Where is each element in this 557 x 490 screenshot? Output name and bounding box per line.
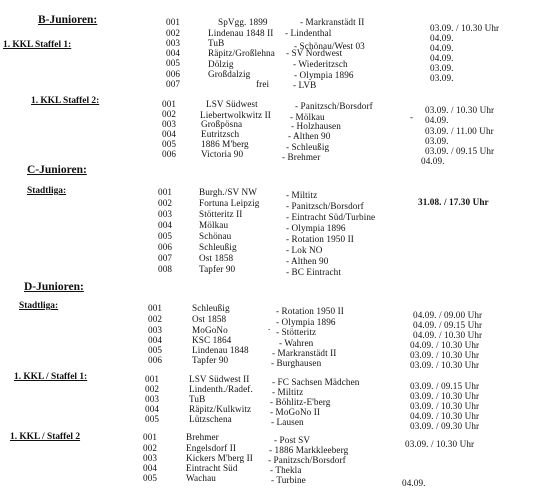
match-number: 003	[143, 453, 158, 463]
home-team: Großpösna	[201, 119, 243, 129]
home-team: TuB	[189, 394, 206, 404]
home-team: Lindenth./Radef.	[189, 384, 253, 394]
home-team: KSC 1864	[192, 335, 232, 345]
home-team: Burgh./SV NW	[199, 187, 258, 197]
away-team: - Wahren	[279, 338, 314, 348]
match-number: 004	[145, 404, 160, 414]
away-team: - Rotation 1950 II	[286, 234, 354, 244]
match-date: 04.09.	[421, 156, 445, 166]
home-team: LSV Südwest II	[189, 374, 250, 384]
home-team: Brehmer	[186, 432, 219, 442]
match-date: 03.09. / 10.30 Uhr	[410, 401, 480, 411]
match-number: 007	[166, 79, 181, 89]
away-team: - Holzhausen	[291, 121, 341, 131]
match-date: 03.09.	[430, 63, 454, 73]
match-number: 003	[148, 325, 163, 335]
away-team: - Panitzsch/Borsdorf	[268, 455, 346, 465]
away-team: - Turbine	[271, 475, 306, 485]
match-number: 002	[145, 384, 160, 394]
match-date: 04.09. / 10.30 Uhr	[410, 340, 480, 350]
home-team: Ost 1858	[199, 253, 234, 263]
match-date: 04.09. / 10.30 Uhr	[413, 330, 483, 340]
match-number: 004	[158, 220, 173, 230]
home-team: Lindenau 1848	[192, 345, 249, 355]
home-team: Lindenau 1848 II	[208, 28, 274, 38]
home-team: Schleußig	[199, 242, 237, 252]
away-team: - SV Nordwest	[286, 48, 343, 58]
section-heading-b-junioren: B-Junioren:	[38, 14, 98, 26]
home-team: Schleußig	[192, 303, 230, 313]
home-team: Lützschena	[189, 414, 232, 424]
stray-mark: .	[268, 322, 271, 332]
away-team: - Burghausen	[271, 358, 322, 368]
away-team: - Wiederitzsch	[293, 59, 348, 69]
home-team: Eintracht Süd	[186, 463, 238, 473]
match-number: 001	[158, 187, 173, 197]
match-date: 03.09.	[425, 136, 449, 146]
match-number: 005	[162, 139, 177, 149]
group-label-c-stadtliga: Stadtliga:	[27, 186, 67, 196]
home-team: Liebertwolkwitz II	[200, 110, 271, 120]
match-number: 006	[158, 242, 173, 252]
away-team: - BC Eintracht	[286, 267, 341, 277]
match-number: 003	[145, 394, 160, 404]
match-number: 005	[148, 345, 163, 355]
match-date: 03.09. / 11.00 Uhr	[425, 126, 494, 136]
match-date: 03.09. / 09.15 Uhr	[425, 146, 495, 156]
match-date: 04.09.	[430, 53, 454, 63]
home-team: Räpitz/Kulkwitz	[189, 404, 252, 414]
away-team: - Miltitz	[286, 190, 318, 200]
home-team: Tapfer 90	[192, 355, 229, 365]
home-team: Victoria 90	[201, 149, 244, 159]
away-team: - Rotation 1950 II	[276, 306, 344, 316]
away-team: - Panitzsch/Borsdorf	[286, 201, 364, 211]
match-number: 001	[162, 99, 177, 109]
away-team: - Stötteritz	[276, 327, 317, 337]
match-number: 004	[148, 335, 163, 345]
match-date: 04.09.	[430, 33, 454, 43]
away-team: - Böhlitz-E'berg	[270, 397, 331, 407]
home-team: MoGoNo	[192, 325, 228, 335]
match-number: 005	[158, 231, 173, 241]
match-date: 04.09. / 10.30 Uhr	[410, 411, 480, 421]
away-team: - Lindenthal	[285, 28, 332, 38]
home-team: Wachau	[186, 473, 216, 483]
match-date: 04.09. / 09.00 Uhr	[413, 310, 483, 320]
home-team: Dölzig	[208, 59, 234, 69]
match-number: 001	[148, 303, 163, 313]
home-team: Ost 1858	[192, 314, 227, 324]
home-team: 1886 M'berg	[201, 139, 249, 149]
away-team: - Thekla	[270, 465, 302, 475]
match-date: 04.09.	[430, 43, 454, 53]
match-number: 004	[162, 129, 177, 139]
away-team: - Post SV	[274, 435, 311, 445]
home-team: SpVgg. 1899	[218, 17, 268, 27]
match-date: 03.09. / 10.30 Uhr	[425, 105, 495, 115]
home-team: Eutritzsch	[201, 129, 240, 139]
group-label-d-staffel-2: 1. KKL / Staffel 2	[10, 432, 81, 442]
home-team: Räpitz/Großlehna	[208, 48, 275, 58]
away-team: - Brehmer	[282, 152, 321, 162]
match-number: 001	[145, 374, 160, 384]
away-team: - Markranstädt II	[300, 17, 365, 27]
home-team: Schönau	[199, 231, 232, 241]
match-date: 03.09. / 10.30 Uhr	[410, 350, 480, 360]
match-number: 003	[166, 38, 181, 48]
group-label-b-staffel-2: 1. KKL Staffel 2:	[31, 96, 100, 106]
away-team: - Lausen	[271, 417, 304, 427]
home-team: Tapfer 90	[199, 264, 236, 274]
match-number: 002	[162, 109, 177, 119]
home-team: Engelsdorf II	[186, 443, 237, 453]
match-number: 003	[162, 119, 177, 129]
match-date: 03.09. / 09.30 Uhr	[410, 421, 480, 431]
match-number: 003	[158, 209, 173, 219]
home-team: Kickers M'berg II	[186, 453, 253, 463]
match-number: 005	[166, 58, 181, 68]
match-number: 007	[158, 253, 173, 263]
away-team: - FC Sachsen Mädchen	[272, 377, 360, 387]
group-label-d-stadtliga: Stadtliga:	[19, 301, 59, 311]
away-team: - Olympia 1896	[294, 70, 354, 80]
away-team: - Schleußig	[286, 142, 330, 152]
group-label-d-staffel-1: 1. KKL / Staffel 1:	[14, 372, 88, 382]
section-heading-c-junioren: C-Junioren:	[27, 164, 87, 176]
match-date: 03.09. / 09.15 Uhr	[410, 381, 480, 391]
away-team: - Eintracht Süd/Turbine	[286, 212, 376, 222]
home-team: Stötteritz II	[199, 209, 243, 219]
home-team: Mölkau	[199, 220, 229, 230]
match-number: 001	[166, 17, 181, 27]
match-number: 001	[143, 432, 158, 442]
away-team: - LVB	[293, 80, 317, 90]
match-date: 03.09.	[430, 73, 454, 83]
match-date: 03.09. / 10.30 Uhr	[410, 391, 480, 401]
home-team: Großdalzig	[208, 69, 251, 79]
match-date: 03.09. / 10.30 Uhr	[430, 23, 500, 33]
match-date: 04.09.	[425, 115, 449, 125]
home-team: LSV Südwest	[206, 99, 258, 109]
away-team: - Lok NO	[286, 245, 323, 255]
away-team: - Althen 90	[288, 131, 331, 141]
match-number: 005	[145, 414, 160, 424]
match-number: 002	[166, 28, 181, 38]
home-team: TuB	[208, 38, 225, 48]
away-team: - Schönau/West 03	[294, 41, 365, 51]
match-date: 03.09. / 10.30 Uhr	[405, 439, 475, 449]
away-team: - Panitzsch/Borsdorf	[295, 101, 373, 111]
match-number: 002	[148, 314, 163, 324]
away-team: - Althen 90	[286, 256, 329, 266]
match-date: 04.09.	[402, 478, 426, 488]
home-team: frei	[256, 79, 270, 89]
away-team: - Mölkau	[290, 112, 325, 122]
section-heading-d-junioren: D-Junioren:	[24, 281, 84, 293]
match-number: 002	[143, 443, 158, 453]
match-number: 008	[158, 264, 173, 274]
match-number: 005	[143, 473, 158, 483]
away-team: - Olympia 1896	[286, 223, 346, 233]
match-number: 006	[166, 69, 181, 79]
away-team: - Olympia 1896	[276, 317, 336, 327]
away-team: - MoGoNo II	[270, 407, 321, 417]
group-label-b-staffel-1: 1. KKL Staffel 1:	[3, 40, 72, 50]
away-team: - Miltitz	[272, 387, 304, 397]
match-date: 31.08. / 17.30 Uhr	[418, 197, 489, 207]
match-number: 006	[148, 355, 163, 365]
match-date: 03.09. / 10.30 Uhr	[410, 360, 480, 370]
match-number: 004	[166, 48, 181, 58]
match-date: 04.09. / 09.15 Uhr	[413, 320, 483, 330]
away-team: - Markranstädt II	[272, 348, 337, 358]
away-team: - 1886 Markkleeberg	[269, 445, 349, 455]
match-number: 006	[162, 149, 177, 159]
match-number: 002	[158, 198, 173, 208]
home-team: Fortuna Leipzig	[199, 198, 260, 208]
stray-mark: -	[410, 112, 413, 122]
match-number: 004	[143, 463, 158, 473]
